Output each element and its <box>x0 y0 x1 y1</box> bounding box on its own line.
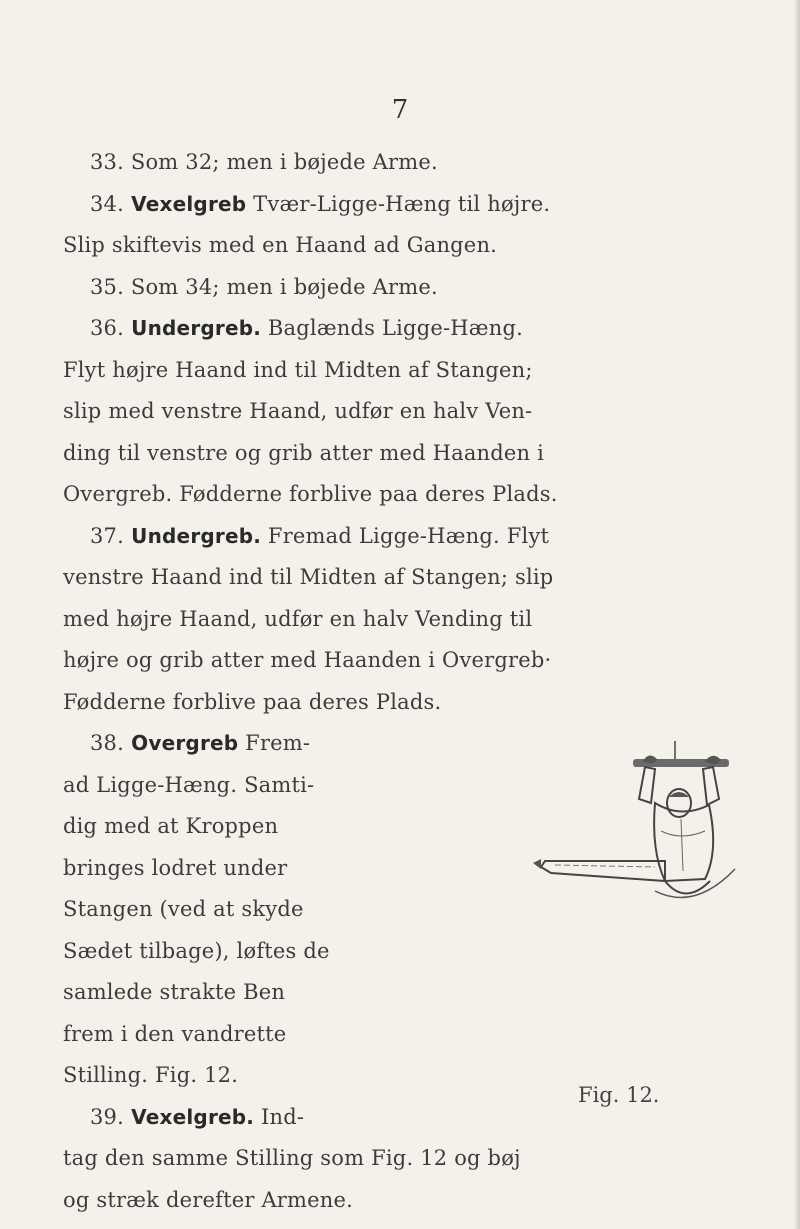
text-line: dig med at Kroppen <box>63 814 279 838</box>
item-number: 39. <box>90 1104 124 1129</box>
text-line: slip med venstre Haand, udfør en halv Ven- <box>63 399 533 423</box>
text-line: Stilling. Fig. 12. <box>63 1063 239 1087</box>
text-line: ad Ligge-Hæng. Samti- <box>63 772 315 797</box>
gymnast-illustration-icon <box>505 741 770 916</box>
page-edge <box>794 0 800 1229</box>
text-line: Sædet tilbage), løftes de <box>63 938 330 963</box>
text-line: Fødderne forblive paa deres Plads. <box>63 689 442 714</box>
grip-heading: Vexelgreb <box>124 191 247 216</box>
grip-heading: Overgreb <box>124 731 239 755</box>
line-text: Fremad Ligge-Hæng. Flyt <box>261 523 550 548</box>
text-line: Slip skiftevis med en Haand ad Gangen. <box>63 233 498 257</box>
text-line: og stræk derefter Armene. <box>63 1187 354 1212</box>
page-number: 7 <box>391 95 409 125</box>
text-line <box>90 275 438 299</box>
text-line: samlede strakte Ben <box>63 980 286 1004</box>
text-line <box>90 524 549 548</box>
item-number: 36. <box>90 316 124 340</box>
grip-heading: Undergreb. <box>124 316 262 340</box>
text-line: frem i den vandrette <box>63 1021 287 1046</box>
grip-heading: Vexelgreb. <box>124 1104 255 1129</box>
item-number: 34. <box>90 191 124 216</box>
line-text: Ind- <box>254 1104 305 1129</box>
item-number: 37. <box>90 523 124 548</box>
line-text: Som 34; men i bøjede Arme. <box>124 274 438 299</box>
text-line: Stangen (ved at skyde <box>63 897 304 921</box>
text-line <box>90 192 550 216</box>
text-line: bringes lodret under <box>63 855 288 880</box>
item-number: 33. <box>90 150 124 174</box>
text-line <box>90 1105 304 1129</box>
text-line: venstre Haand ind til Midten af Stangen; slip <box>63 565 554 589</box>
grip-heading: Undergreb. <box>124 523 262 548</box>
item-number: 35. <box>90 274 124 299</box>
gymnast-figure <box>505 741 770 916</box>
text-line <box>90 731 310 755</box>
text-line: ding til venstre og grib atter med Haanden i <box>63 440 545 465</box>
text-line <box>90 316 523 340</box>
item-number: 38. <box>90 731 124 755</box>
line-text: Frem- <box>238 731 311 755</box>
text-line: med højre Haand, udfør en halv Vending til <box>63 606 533 631</box>
line-text: Baglænds Ligge-Hæng. <box>261 316 523 340</box>
text-line <box>90 150 438 174</box>
text-line: højre og grib atter med Haanden i Overgreb· <box>63 648 552 672</box>
figure-caption: Fig. 12. <box>578 1083 660 1107</box>
text-line: tag den samme Stilling som Fig. 12 og bøj <box>63 1146 521 1170</box>
text-line: Flyt højre Haand ind til Midten af Stangen; <box>63 357 533 382</box>
line-text: Tvær-Ligge-Hæng til højre. <box>246 191 551 216</box>
line-text: Som 32; men i bøjede Arme. <box>124 150 438 174</box>
text-line: Overgreb. Fødderne forblive paa deres Plads. <box>63 482 558 506</box>
